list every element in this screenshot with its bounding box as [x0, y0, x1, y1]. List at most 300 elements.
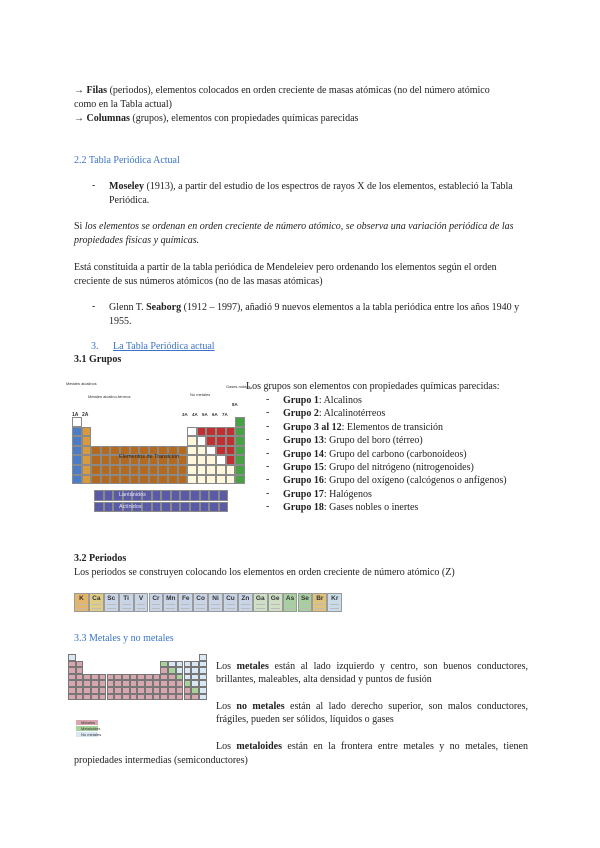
mini-element-cell: [160, 674, 168, 681]
mini-element-cell: [107, 674, 115, 681]
actinidos-label: Actínidos: [119, 504, 142, 510]
element-cell: [149, 465, 159, 475]
mini-element-cell: [99, 694, 107, 701]
mini-element-cell: [99, 687, 107, 694]
element-cell: [235, 465, 245, 475]
mini-element-cell: [191, 680, 199, 687]
mini-element-cell: [76, 680, 84, 687]
mini-element-cell: [176, 661, 184, 668]
period-element-symbol: Ca: [92, 595, 101, 602]
element-cell: [82, 475, 92, 485]
group-2a-label: 2A: [82, 412, 89, 418]
period-element-cell: [253, 593, 268, 612]
element-cell: [206, 427, 216, 437]
mini-element-cell: [107, 687, 115, 694]
metaloides-line2: propiedades intermedias (semiconductores): [74, 755, 248, 766]
moseley-line1: [109, 180, 513, 193]
label-no-metales: No metales: [190, 392, 211, 397]
group-6a-label: 6A: [212, 412, 218, 417]
mini-element-cell: [114, 674, 122, 681]
grupo-item-desc: : Grupo del nitrógeno (nitrogenoides): [323, 462, 474, 473]
mini-element-cell: [160, 667, 168, 674]
seaborg-pre: Glenn T.: [109, 302, 147, 313]
period-element-cell: [298, 593, 313, 612]
element-cell: [197, 455, 207, 465]
periodic-table-groups-figure: [66, 380, 251, 517]
group-3a-label: 3A: [182, 412, 188, 417]
no-metales-bold: no metales: [236, 701, 285, 712]
transicion-label: Elementos de Transición: [119, 454, 180, 460]
period-element-symbol: Co: [196, 595, 205, 602]
mini-element-cell: [68, 654, 76, 661]
mini-element-cell: [199, 654, 207, 661]
mini-element-cell: [68, 667, 76, 674]
mini-element-cell: [199, 667, 207, 674]
grupo-item-name: Grupo 3 al 12: [283, 421, 342, 433]
metales-line1: [216, 660, 528, 673]
periodos-heading-text: 3.2 Periodos: [74, 553, 127, 564]
section-3-title[interactable]: La Tabla Periódica actual: [113, 341, 215, 352]
element-cell: [197, 436, 207, 446]
no-metales-para: [216, 700, 528, 726]
mini-element-cell: [76, 661, 84, 668]
actinide-cell: [209, 502, 219, 513]
lantanidos-label: Lantánidos: [119, 492, 146, 498]
mini-element-cell: [184, 667, 192, 674]
grupo-item: [283, 421, 443, 434]
intro-columnas-line: [74, 112, 358, 125]
periodos-heading: [74, 552, 126, 565]
mini-element-cell: [191, 661, 199, 668]
group-1a-label: 1A: [72, 412, 79, 418]
mini-element-cell: [199, 680, 207, 687]
element-cell: [158, 465, 168, 475]
mini-element-cell: [191, 694, 199, 701]
mini-element-cell: [184, 687, 192, 694]
grupo-dash: -: [266, 447, 270, 459]
period-element-cell: [149, 593, 164, 612]
intro-filas-line: [74, 84, 490, 97]
actinide-cell: [152, 502, 162, 513]
element-cell: [226, 465, 236, 475]
element-cell: [206, 475, 216, 485]
grupo-item-name: Grupo 17: [283, 488, 324, 500]
mini-element-cell: [199, 661, 207, 668]
element-cell: [235, 475, 245, 485]
element-cell: [139, 475, 149, 485]
mini-element-cell: [153, 680, 161, 687]
actinide-cell: [142, 502, 152, 513]
lanthanide-cell: [94, 490, 104, 501]
mini-element-cell: [153, 674, 161, 681]
lanthanide-cell: [200, 490, 210, 501]
mini-element-cell: [130, 687, 138, 694]
mini-element-cell: [68, 694, 76, 701]
mini-element-cell: [176, 667, 184, 674]
period-element-symbol: Zn: [241, 595, 250, 602]
element-cell: [178, 475, 188, 485]
period-element-cell: [104, 593, 119, 612]
mini-element-cell: [184, 661, 192, 668]
lanthanide-cell: [190, 490, 200, 501]
grupo-dash: -: [266, 394, 270, 405]
grupo-item: [283, 448, 467, 461]
metales-pre: Los: [216, 661, 237, 672]
grupo-item-desc: : Halógenos: [323, 488, 372, 500]
grupo-dash: -: [266, 487, 270, 499]
element-cell: [187, 455, 197, 465]
element-cell: [110, 465, 120, 475]
metales-para: [216, 660, 528, 686]
mini-element-cell: [153, 687, 161, 694]
actinide-cell: [190, 502, 200, 513]
element-cell: [149, 475, 159, 485]
grupo-item-name: Grupo 16: [283, 475, 324, 487]
mini-element-cell: [83, 687, 91, 694]
period-element-cell: [119, 593, 134, 612]
actinide-cell: [180, 502, 190, 513]
grupo-item: [283, 488, 372, 501]
grupo-dash: -: [266, 407, 270, 419]
mini-element-cell: [168, 687, 176, 694]
element-cell: [216, 475, 226, 485]
grupo-item-name: Grupo 15: [283, 462, 324, 473]
lanthanide-cell: [104, 490, 114, 501]
lanthanide-cell: [209, 490, 219, 501]
mini-element-cell: [76, 687, 84, 694]
element-cell: [139, 465, 149, 475]
element-cell: [72, 417, 82, 427]
moseley-text: (1913), a partir del estudio de los espectros de rayos X de los elementos, estableció la Tabla: [144, 181, 513, 192]
mini-element-cell: [160, 680, 168, 687]
mini-element-cell: [160, 661, 168, 668]
mini-element-cell: [122, 674, 130, 681]
grupo-item-name: Grupo 13: [283, 435, 324, 447]
seaborg-line2: 1955.: [109, 316, 132, 327]
element-cell: [130, 465, 140, 475]
element-cell: [158, 475, 168, 485]
mini-element-cell: [168, 667, 176, 674]
grupo-item-name: Grupo 18: [283, 502, 324, 514]
lanthanide-cell: [180, 490, 190, 501]
element-cell: [168, 475, 178, 485]
lanthanide-cell: [171, 490, 181, 501]
metaloides-bold: metaloides: [236, 741, 282, 752]
period-element-symbol: Kr: [331, 595, 339, 602]
grupo-item-desc: : Grupo del carbono (carbonoideos): [323, 448, 467, 460]
grupo-dash: -: [266, 461, 270, 472]
mini-element-cell: [68, 674, 76, 681]
period-element-symbol: Se: [300, 595, 309, 602]
period-element-symbol: As: [285, 595, 295, 602]
section-3-heading: [91, 340, 215, 353]
element-cell: [82, 436, 92, 446]
italic-para-line1: [74, 220, 514, 233]
mini-element-cell: [137, 674, 145, 681]
period-element-details: [75, 604, 88, 609]
actinide-cell: [104, 502, 114, 513]
mini-element-cell: [145, 694, 153, 701]
element-cell: [226, 436, 236, 446]
grupo-item-desc: : Elementos de transición: [341, 421, 443, 433]
element-cell: [216, 465, 226, 475]
period-element-symbol: Fe: [181, 595, 190, 602]
mini-element-cell: [191, 687, 199, 694]
mini-element-cell: [130, 680, 138, 687]
grupo-item: [283, 434, 423, 447]
period-element-details: [254, 604, 267, 609]
metaloides-rest: están en la frontera entre metales y no metales, tienen: [281, 741, 528, 752]
group-8a-label: 8A: [232, 402, 238, 407]
grupo-item-name: Grupo 2: [283, 408, 319, 420]
mini-element-cell: [83, 694, 91, 701]
grupos-intro: Los grupos son elementos con propiedades químicas parecidas:: [246, 381, 500, 392]
element-cell: [178, 465, 188, 475]
element-cell: [197, 446, 207, 456]
period-element-cell: [238, 593, 253, 612]
mini-element-cell: [107, 694, 115, 701]
element-cell: [72, 427, 82, 437]
metales-rest: están al lado izquierdo y centro, son buenos conductores,: [268, 661, 528, 672]
grupo-dash: -: [266, 501, 270, 513]
mini-element-cell: [184, 694, 192, 701]
period-element-cell: [163, 593, 178, 612]
italic-para-text: los elementos se ordenan en orden creciente de número atómico, se observa una variación periódica de las: [84, 221, 514, 232]
element-cell: [120, 475, 130, 485]
mini-element-cell: [99, 674, 107, 681]
columnas-text: (grupos), elementos con propiedades químicas parecidas: [129, 113, 359, 124]
arrow-icon: →: [74, 85, 84, 96]
mini-element-cell: [184, 674, 192, 681]
metales-line2: brillantes, maleables, alta densidad y puntos de fusión: [216, 674, 432, 685]
grupo-dash: -: [266, 434, 270, 446]
element-cell: [82, 455, 92, 465]
period-element-symbol: Cu: [226, 595, 235, 602]
element-cell: [82, 465, 92, 475]
mini-element-cell: [130, 694, 138, 701]
element-cell: [101, 475, 111, 485]
legend-metales: Metales: [81, 720, 96, 725]
metal-nonmetal-figure: [68, 654, 210, 740]
element-cell: [235, 446, 245, 456]
element-cell: [235, 427, 245, 437]
period-element-cell: [134, 593, 149, 612]
mini-element-cell: [76, 667, 84, 674]
mini-element-cell: [184, 680, 192, 687]
actinide-cell: [219, 502, 229, 513]
period-element-symbol: Ga: [255, 595, 265, 602]
mini-element-cell: [160, 694, 168, 701]
grupos-heading-text: 3.1 Grupos: [74, 354, 122, 365]
bullet-dash: -: [92, 301, 96, 312]
period-element-cell: [312, 593, 327, 612]
grupo-item-name: Grupo 1: [283, 395, 319, 406]
grupo-item-desc: : Grupo del boro (térreo): [323, 435, 423, 447]
element-cell: [110, 475, 120, 485]
element-cell: [216, 446, 226, 456]
para-line1: Está constituida a partir de la tabla periódica de Mendeleiev pero ordenando los elementos según el orden: [74, 262, 497, 273]
element-cell: [216, 427, 226, 437]
mini-element-cell: [76, 674, 84, 681]
no-metales-line1: [216, 700, 528, 713]
mini-element-cell: [168, 661, 176, 668]
italic-para-start: Si: [74, 221, 85, 232]
section-3-number: 3.: [91, 341, 99, 352]
mini-element-cell: [114, 680, 122, 687]
mini-element-cell: [168, 674, 176, 681]
period-element-cell: [283, 593, 298, 612]
period-element-details: [269, 604, 282, 609]
period-element-cell: [89, 593, 104, 612]
grupo-dash: -: [266, 474, 270, 486]
grupo-item-name: Grupo 14: [283, 448, 324, 460]
element-cell: [168, 465, 178, 475]
legend-metaloides: Metaloides: [81, 726, 101, 731]
element-cell: [197, 427, 207, 437]
mini-element-cell: [145, 680, 153, 687]
mini-element-cell: [145, 674, 153, 681]
mini-element-cell: [168, 694, 176, 701]
element-cell: [206, 446, 216, 456]
columnas-label: Columnas: [86, 113, 130, 124]
element-cell: [206, 465, 216, 475]
grupo-item-desc: : Alcalinos: [318, 395, 362, 406]
mini-element-cell: [83, 680, 91, 687]
actinide-cell: [171, 502, 181, 513]
element-cell: [91, 465, 101, 475]
metaloides-pre: Los: [216, 741, 237, 752]
label-gases-nobles: Gases nobles: [226, 384, 251, 389]
mini-element-cell: [91, 694, 99, 701]
mini-element-cell: [76, 694, 84, 701]
mini-element-cell: [91, 680, 99, 687]
mini-element-cell: [68, 661, 76, 668]
grupo-item: [283, 407, 385, 420]
mini-element-cell: [168, 680, 176, 687]
element-cell: [216, 455, 226, 465]
actinide-cell: [161, 502, 171, 513]
period-element-details: [284, 604, 297, 609]
grupo-item-desc: : Alcalinotérreos: [318, 408, 386, 420]
no-metales-pre: Los: [216, 701, 237, 712]
element-cell: [72, 446, 82, 456]
mini-element-cell: [176, 674, 184, 681]
mini-element-cell: [91, 674, 99, 681]
element-cell: [187, 427, 197, 437]
mini-element-cell: [176, 694, 184, 701]
element-cell: [197, 475, 207, 485]
mini-element-cell: [68, 680, 76, 687]
grupo-item-desc: : Grupo del oxígeno (calcógenos o anfígenos): [323, 475, 507, 487]
grupo-item: [283, 474, 507, 487]
filas-text: (periodos), elementos colocados en orden creciente de masas atómicas (no del número atómico: [107, 85, 490, 96]
period-element-cell: [193, 593, 208, 612]
element-cell: [72, 455, 82, 465]
moseley-line2: Periódica.: [109, 195, 150, 206]
metaloides-line1: [216, 740, 528, 753]
grupos-heading: [74, 353, 121, 366]
period-element-details: [209, 604, 222, 609]
seaborg-name: Seaborg: [146, 302, 182, 313]
mini-element-cell: [107, 680, 115, 687]
period-element-symbol: Ni: [212, 595, 219, 602]
element-cell: [226, 446, 236, 456]
period-element-details: [194, 604, 207, 609]
metales-heading: 3.3 Metales y no metales: [74, 633, 174, 644]
mini-element-cell: [153, 694, 161, 701]
period-element-details: [179, 604, 192, 609]
mini-element-cell: [91, 687, 99, 694]
element-cell: [235, 417, 245, 427]
period-element-symbol: Br: [316, 595, 324, 602]
element-cell: [187, 475, 197, 485]
element-cell: [72, 475, 82, 485]
actinide-cell: [94, 502, 104, 513]
period-element-symbol: Sc: [107, 595, 116, 602]
italic-para-line2: propiedades físicas y químicas.: [74, 235, 200, 246]
period-element-cell: [327, 593, 342, 612]
element-cell: [72, 436, 82, 446]
grupo-dash: -: [266, 420, 270, 432]
no-metales-rest: están al lado derecho superior, son malos conductores,: [284, 701, 528, 712]
mini-element-cell: [199, 674, 207, 681]
grupo-item-desc: : Gases nobles o inertes: [323, 502, 419, 514]
element-cell: [187, 446, 197, 456]
group-4a-label: 4A: [192, 412, 198, 417]
period-element-symbol: V: [138, 595, 144, 602]
period-element-cell: [223, 593, 238, 612]
period-element-details: [313, 604, 326, 609]
label-metales-alcalinos: Metales alcalinos: [66, 381, 97, 386]
element-cell: [226, 427, 236, 437]
mini-element-cell: [191, 674, 199, 681]
period-element-cell: [268, 593, 283, 612]
periodos-text: Los periodos se construyen colocando los elementos en orden creciente de número atómico (Z): [74, 567, 455, 578]
bullet-dash: -: [92, 180, 96, 191]
arrow-icon: →: [74, 113, 84, 124]
element-cell: [72, 465, 82, 475]
group-5a-label: 5A: [202, 412, 208, 417]
period-element-details: [90, 604, 103, 609]
para-line2: creciente de sus números atómicos (no de las masas atómicas): [74, 276, 323, 287]
mini-element-cell: [137, 687, 145, 694]
period-element-symbol: Ti: [123, 595, 129, 602]
element-cell: [91, 475, 101, 485]
period-element-details: [328, 604, 341, 609]
mini-element-cell: [114, 694, 122, 701]
legend-no-metales: No metales: [81, 732, 102, 737]
element-cell: [91, 455, 101, 465]
period-element-details: [105, 604, 118, 609]
element-cell: [226, 455, 236, 465]
element-cell: [187, 465, 197, 475]
mini-element-cell: [122, 680, 130, 687]
seaborg-text: (1912 – 1997), añadió 9 nuevos elementos a la tabla periódica entre los años 1940 y: [181, 302, 520, 313]
mini-element-cell: [199, 694, 207, 701]
element-cell: [120, 465, 130, 475]
element-cell: [235, 455, 245, 465]
period-element-details: [164, 604, 177, 609]
period-element-details: [239, 604, 252, 609]
element-cell: [91, 446, 101, 456]
mini-element-cell: [122, 687, 130, 694]
element-cell: [101, 446, 111, 456]
element-cell: [82, 446, 92, 456]
no-metales-line2: frágiles, pueden ser sólidos, líquidos o gases: [216, 714, 394, 725]
label-metales-alcalinoterreos: Metales alcalino-térreos: [88, 394, 131, 399]
mini-element-cell: [160, 687, 168, 694]
element-cell: [101, 465, 111, 475]
